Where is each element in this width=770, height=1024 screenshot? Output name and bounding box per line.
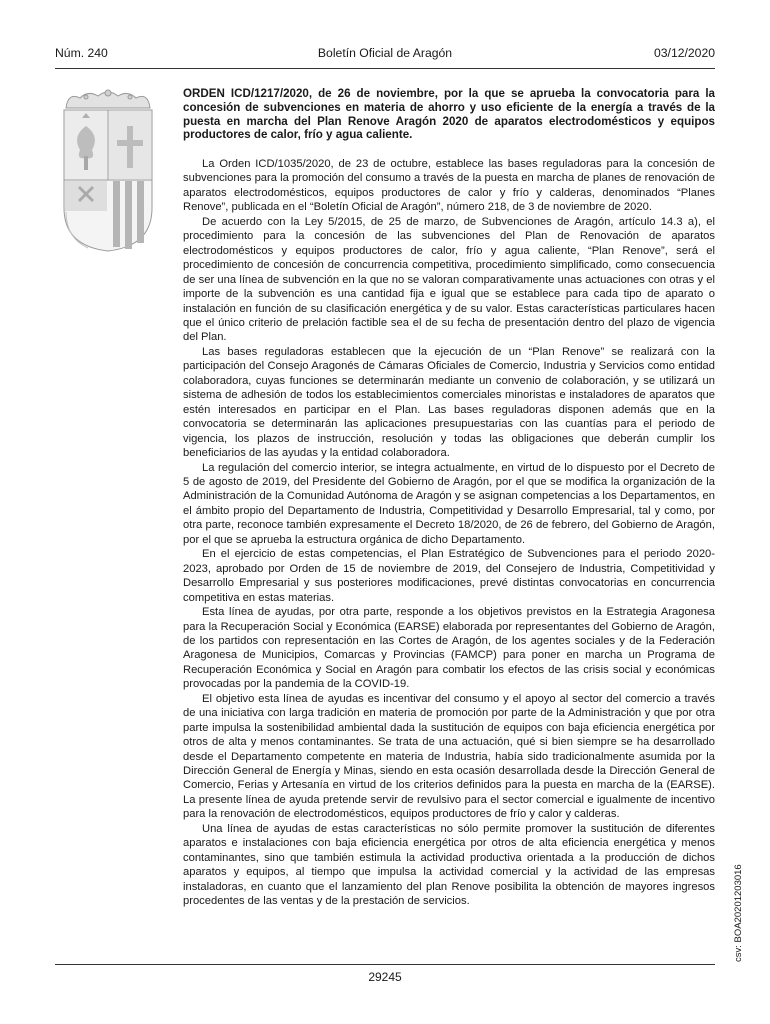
body-paragraph: El objetivo esta línea de ayudas es incentivar del consumo y el apoyo al sector del comercio a través de una iniciativa con larga tradición en materia de promoción por parte de la Administración y que por otra parte impulsa la sostenibilidad ambiental dada la sustitución de equipos con baja eficiencia energética por otros de alta y menos contaminantes. Se trata de una actuación, qué si bien siempre se ha desarrollado desde el Departamento competente en materia de Industria, había sido tradicionalmente asumida por la Dirección General de Energía y Minas, siendo en esta ocasión desarrollada desde la Dirección General de Comercio, Ferias y Artesanía en virtud de los criterios definidos para la puesta en marcha de la (EARSE). La presente línea de ayuda pretende servir de revulsivo para el sector comercial e igualmente de incentivo para la renovación de electrodomésticos, equipos productores de frío y calor y calderas. <box>183 692 715 821</box>
aragon-coat-of-arms-logo <box>58 88 158 253</box>
body-paragraph: Esta línea de ayudas, por otra parte, responde a los objetivos previstos en la Estrategia Aragonesa para la Recuperación Social y Económica (EARSE) elaborada por representantes del Gobierno de Aragón, de los partidos con representación en las Cortes de Aragón, de los agentes sociales y de la Federación Aragonesa de Municipios, Comarcas y Provincias (FAMCP) para poner en marcha un Programa de Recuperación Económica y Social en Aragón para combatir los efectos de las crisis social y económicas provocadas por la pandemia de la COVID-19. <box>183 606 715 691</box>
body-paragraph: La Orden ICD/1035/2020, de 23 de octubre, establece las bases reguladoras para la concesión de subvenciones para la promoción del consumo a través de la puesta en marcha de planes de renovación de aparatos electrodomésticos, equipos productores de calor y frío y calderas, denominados “Planes Renove”, publicada en el “Boletín Oficial de Aragón”, número 218, de 3 de noviembre de 2020. <box>183 158 715 214</box>
page-header <box>55 46 715 62</box>
body-paragraph: Una línea de ayudas de estas características no sólo permite promover la sustitución de diferentes aparatos e instalaciones con baja eficiencia energética por otros de alta eficiencia energética y menos contaminantes, sino que también estimula la actividad productiva orientada a la producción de dichos aparatos y equipos, al tiempo que impulsa la actividad comercial y la actividad de las empresas instaladoras, en cuanto que el lanzamiento del plan Renove posibilita la obtención de mayores ingresos procedentes de las ventas y de la prestación de servicios. <box>183 822 715 908</box>
header-rule <box>55 68 715 69</box>
body-paragraph: De acuerdo con la Ley 5/2015, de 25 de marzo, de Subvenciones de Aragón, artículo 14.3 a), el procedimiento para la concesión de las subvenciones del Plan de Renovación de aparatos electrodomésticos y equipos productores de calor, frío y agua caliente, “Plan Renove”, será el procedimiento de concesión de concurrencia competitiva, procedimiento simplificado, como consecuencia de ser una línea de subvención en la que no se valoran comparativamente unas actuaciones con otras y el importe de la subvención es una cantidad fija e igual que se establece para cada tipo de aparato o instalación en función de su clasificación energética y de su valor. Estas características particulares hacen que el único criterio de prelación factible sea el de su fecha de presentación dentro del plazo de vigencia del Plan. <box>183 215 715 344</box>
body-paragraph: Las bases reguladoras establecen que la ejecución de un “Plan Renove” se realizará con la participación del Consejo Aragonés de Cámaras Oficiales de Comercio, Industria y Servicios como entidad colaboradora, cuyas funciones se determinarán mediante un convenio de colaboración, y se utilizará un sistema de adhesión de todos los establecimientos comerciales minoristas e instaladores de aparatos que estén interesados en participar en el Plan. Las bases reguladoras disponen además que en la convocatoria se determinarán las aplicaciones presupuestarias con las cuantías para el periodo de vigencia, los plazos de instrucción, resolución y todas las obligaciones que deberán cumplir los beneficiarios de las ayudas y la entidad colaboradora. <box>183 345 715 460</box>
document-title: ORDEN ICD/1217/2020, de 26 de noviembre, por la que se aprueba la convocatoria para la concesión de subvenciones en materia de ahorro y uso eficiente de la energía a través de la puesta en marcha del Plan Renove Aragón 2020 de aparatos electrodomésticos y equipos productores de calor, frío y agua caliente. <box>183 87 715 142</box>
document-body <box>183 157 715 909</box>
body-paragraph: La regulación del comercio interior, se integra actualmente, en virtud de lo dispuesto por el Decreto de 5 de agosto de 2019, del Presidente del Gobierno de Aragón, por el que se modifica la organización de la Administración de la Comunidad Autónoma de Aragón y se asignan competencias a los Departamentos, en el ámbito propio del Departamento de Industria, Competitividad y Desarrollo Empresarial, tal y como, por otra parte, reconoce también expresamente el Decreto 18/2020, de 26 de febrero, del Gobierno de Aragón, por el que se aprueba la estructura orgánica de dicho Departamento. <box>183 461 715 546</box>
publication-name: Boletín Oficial de Aragón <box>317 46 453 60</box>
page-number: 29245 <box>368 970 402 984</box>
issue-number: Núm. 240 <box>55 46 108 60</box>
body-paragraph: En el ejercicio de estas competencias, el Plan Estratégico de Subvenciones para el periodo 2020-2023, aprobado por Orden de 15 de noviembre de 2019, del Consejero de Industria, Competitividad y Desarrollo Empresarial y sus posteriores modificaciones, prevé distintas convocatorias en concurrencia competitiva en estas materias. <box>183 548 715 604</box>
csv-verification-code: csv: BOA20201203016 <box>733 864 744 962</box>
publication-date: 03/12/2020 <box>654 46 715 60</box>
footer-rule <box>55 964 715 965</box>
